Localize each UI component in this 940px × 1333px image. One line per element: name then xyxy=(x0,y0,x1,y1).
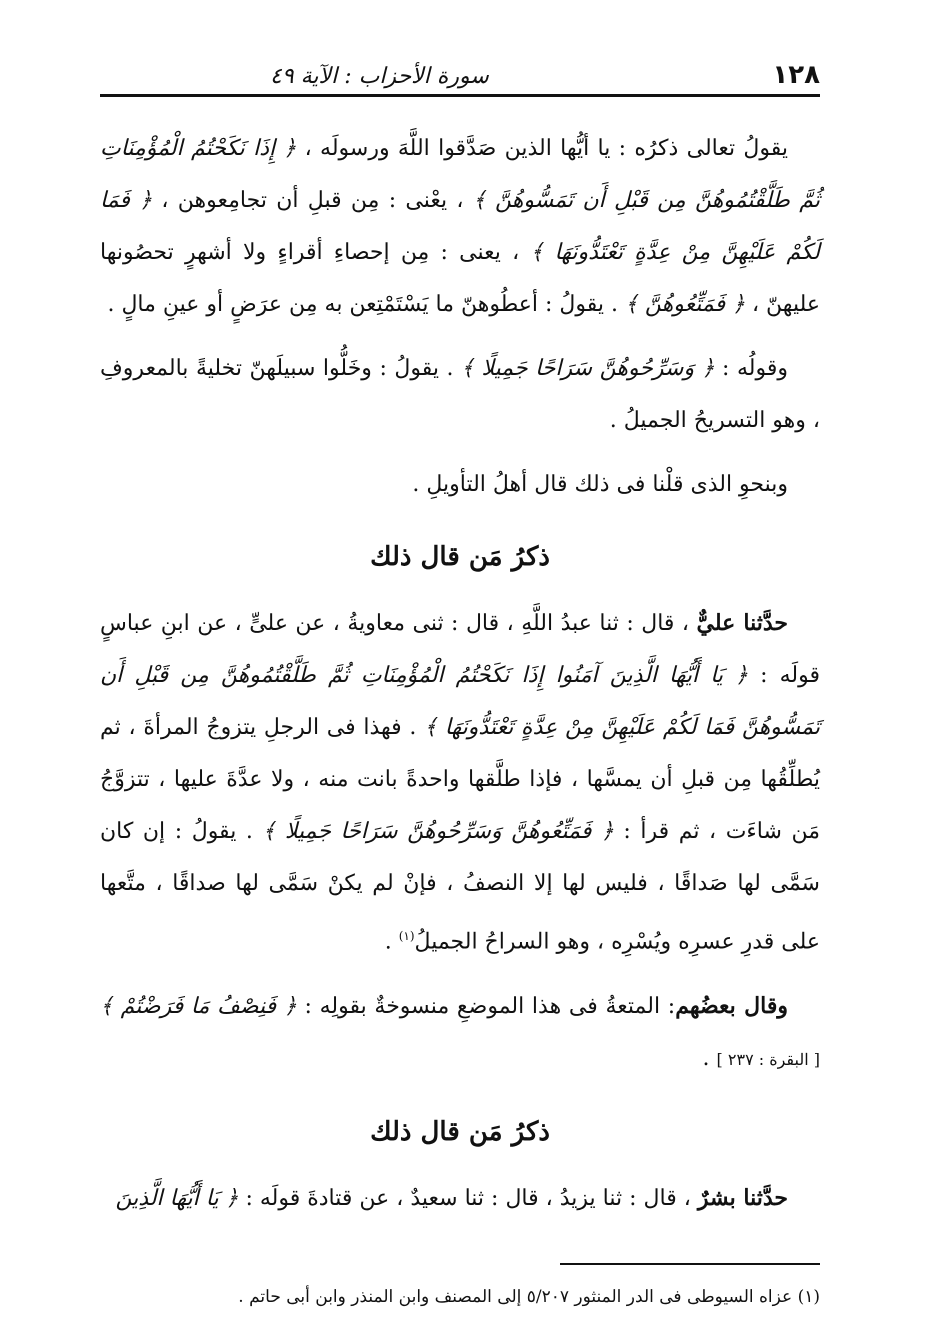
footnote-marker: (١) xyxy=(398,929,415,943)
p1-text-a: يقولُ تعالى ذكرُه : يا أيُّها الذين صَدَّقوا اللَّهَ ورسولَه ، xyxy=(296,136,788,161)
section-heading-2: ذكرُ مَن قال ذلك xyxy=(370,1117,550,1148)
paragraph-4 xyxy=(100,597,820,968)
main-text xyxy=(100,123,820,1225)
p1-quran-3: ﴿ فَمَتِّعُوهُنَّ ﴾ xyxy=(625,292,745,317)
p1-text-e: ، يعنى : مِن إحصاءِ أقراءٍ ولا أشهرٍ تحصُونها عليهنّ ، xyxy=(100,240,820,317)
section-heading-1: ذكرُ مَن قال ذلك xyxy=(370,542,550,572)
p4-text-a: ، قال : ثنا عبدُ اللَّهِ ، قال : ثنى معاويةُ ، عن علىٍّ ، عن ابنِ عباسٍ قولَه : xyxy=(100,611,820,688)
paragraph-1 xyxy=(100,123,820,331)
p5-quran: ﴿ فَنِصْفُ مَا فَرَضْتُمْ ﴾ xyxy=(100,994,297,1020)
p2-text-c: . يقولُ : وخَلُّوا سبيلَهنّ تخليةً بالمعروفِ ، وهو التسريحُ الجميلُ . xyxy=(100,356,820,433)
page-header xyxy=(100,48,820,97)
p5-lead: وقال بعضُهم xyxy=(675,993,788,1020)
p4-quran-1: ﴿ يَا أَيُّهَا الَّذِينَ آمَنُوا إِذَا نَكَحْتُمُ الْمُؤْمِنَاتِ ثُمَّ طَلَّقْتُمُوهُنَّ مِن قَبْلِ أَن تَمَسُّوهُنَّ فَمَا لَكُمْ عَلَيْهِنَّ مِنْ عِدَّةٍ تَعْتَدُّونَهَا ﴾ xyxy=(100,663,821,740)
p6-quran: ﴿ يَا أَيُّهَا الَّذِينَ xyxy=(115,1186,239,1212)
paragraph-6 xyxy=(100,1172,820,1225)
paragraph-5 xyxy=(100,980,820,1086)
p6-lead: حدَّثنا بشرٌ xyxy=(697,1185,788,1212)
p2-quran: ﴿ وَسَرِّحُوهُنَّ سَرَاحًا جَمِيلًا ﴾ xyxy=(461,356,715,381)
p5-surah-reference: [ البقرة : ٢٣٧ ] xyxy=(716,1050,820,1070)
book-page xyxy=(100,48,820,1318)
p1-text-g: . يقولُ : أعطُوهنّ ما يَسْتَمْتِعن به مِن عرَضٍ أو عينِ مالٍ . xyxy=(107,292,625,317)
p1-quran-1: ﴿ إِذَا نَكَحْتُمُ الْمُؤْمِنَاتِ ثُمَّ طَلَّقْتُمُوهُنَّ مِن قَبْلِ أَن تَمَسُّوهُنَّ ﴾ xyxy=(100,136,820,213)
p5-text-a: : المتعةُ فى هذا الموضعِ منسوخةٌ بقولِه : xyxy=(296,994,676,1020)
p4-text-c: . فهذا فى الرجلِ يتزوجُ المرأةَ ، ثم يُطلِّقُها مِن قبلِ أن يمسَّها ، فإذا طلَّقها واحدةً بانت منه ، ولا عدَّةَ عليها ، تتزوَّجُ مَن شاءَت ، ثم قرأ : xyxy=(100,715,820,844)
p1-text-c: ، يعْنى : مِن قبلِ أن تجامِعوهن ، xyxy=(152,188,473,213)
p2-text-a: وقولُه : xyxy=(714,356,789,381)
p4-text-f: . xyxy=(384,929,399,955)
paragraph-2 xyxy=(100,343,820,447)
page-number: ١٢٨ xyxy=(772,60,820,90)
running-title: سورة الأحزاب : الآية ٤٩ xyxy=(270,64,489,89)
p4-quran-2: ﴿ فَمَتِّعُوهُنَّ وَسَرِّحُوهُنَّ سَرَاحًا جَمِيلًا ﴾ xyxy=(262,819,614,844)
p1-quran-2: ﴿ فَمَا لَكُمْ عَلَيْهِنَّ مِنْ عِدَّةٍ تَعْتَدُّونَهَا ﴾ xyxy=(100,188,820,265)
footnote-1: (١) عزاه السيوطى فى الدر المنثور ٥/٢٠٧ إلى المصنف وابن المنذر وابن أبى حاتم . xyxy=(238,1287,820,1308)
p6-text-a: ، قال : ثنا يزيدُ ، قال : ثنا سعيدٌ ، عن قتادةَ قولَه : xyxy=(238,1186,698,1212)
footnote-divider xyxy=(560,1263,820,1265)
p5-text-c: . xyxy=(702,1046,717,1072)
p4-text-e: . يقولُ : إن كان سَمَّى لها صَداقًا ، فليس لها إلا النصفُ ، فإنْ لم يكنْ سَمَّى لها صداقًا ، متَّعها على قدرِ عسرِه ويُسْرِه ، وهو السراحُ الجميلُ xyxy=(100,819,820,955)
paragraph-3: وبنحوِ الذى قلْنا فى ذلك قال أهلُ التأويلِ . xyxy=(412,472,788,497)
p4-lead: حدَّثنا عليٌّ xyxy=(696,610,788,636)
